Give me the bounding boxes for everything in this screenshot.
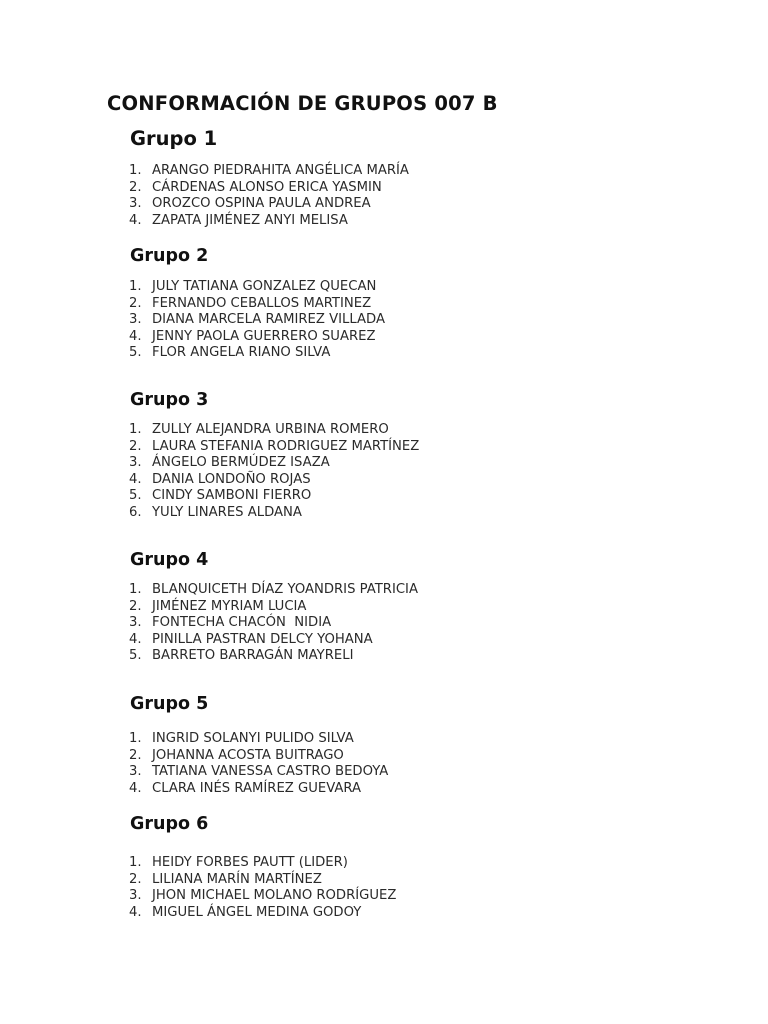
member-name: DIANA MARCELA RAMIREZ VILLADA	[152, 312, 385, 328]
group-6-member-2	[129, 872, 396, 889]
group-6-member-4	[129, 905, 396, 922]
group-3-member-2	[129, 439, 419, 456]
group-4-member-1	[129, 582, 418, 599]
group-5-member-2	[129, 748, 388, 765]
member-name: CLARA INÉS RAMÍREZ GUEVARA	[152, 780, 362, 796]
group-5-member-4	[129, 781, 388, 798]
member-name: ZULLY ALEJANDRA URBINA ROMERO	[152, 422, 389, 437]
member-name: LILIANA MARÍN MARTÍNEZ	[152, 871, 322, 887]
list-item-number: 1.	[129, 855, 142, 870]
group-1-member-1	[129, 163, 409, 180]
member-name: JULY TATIANA GONZALEZ QUECAN	[152, 279, 377, 294]
group-4-member-2	[129, 599, 418, 616]
group-3-member-list	[129, 422, 419, 522]
group-2-member-5	[129, 345, 385, 362]
group-1-member-list	[129, 163, 409, 229]
member-name: FLOR ANGELA RIANO SILVA	[152, 345, 331, 361]
list-item-number: 4.	[129, 328, 142, 344]
member-name: MIGUEL ÁNGEL MEDINA GODOY	[152, 904, 362, 920]
group-1-heading: Grupo 1	[130, 127, 218, 150]
member-name: FERNANDO CEBALLOS MARTINEZ	[152, 295, 372, 311]
list-item-number: 2.	[129, 179, 142, 195]
group-2-member-list	[129, 279, 385, 362]
member-name: HEIDY FORBES PAUTT (LIDER)	[152, 855, 348, 870]
group-2-member-2	[129, 296, 385, 313]
group-3-member-1	[129, 422, 419, 439]
list-item-number: 3.	[129, 455, 142, 471]
list-item-number: 4.	[129, 212, 142, 228]
list-item-number: 1.	[129, 422, 142, 437]
member-name: JENNY PAOLA GUERRERO SUAREZ	[152, 328, 376, 344]
group-6-heading: Grupo 6	[130, 814, 209, 834]
list-item-number: 1.	[129, 731, 142, 746]
group-3-heading: Grupo 3	[130, 390, 209, 410]
group-3-member-5	[129, 488, 419, 505]
list-item-number: 2.	[129, 598, 142, 614]
list-item-number: 5.	[129, 345, 142, 361]
list-item-number: 3.	[129, 312, 142, 328]
group-1-member-2	[129, 180, 409, 197]
group-5-member-1	[129, 731, 388, 748]
list-item-number: 2.	[129, 295, 142, 311]
member-name: JHON MICHAEL MOLANO RODRÍGUEZ	[152, 888, 397, 904]
member-name: DANIA LONDOÑO ROJAS	[152, 471, 311, 487]
group-4-member-3	[129, 615, 418, 632]
member-name: TATIANA VANESSA CASTRO BEDOYA	[152, 764, 389, 780]
member-name: OROZCO OSPINA PAULA ANDREA	[152, 196, 371, 212]
list-item-number: 4.	[129, 904, 142, 920]
list-item-number: 6.	[129, 504, 142, 520]
member-name: YULY LINARES ALDANA	[152, 504, 302, 520]
list-item-number: 2.	[129, 871, 142, 887]
member-name: FONTECHA CHACÓN NIDIA	[152, 615, 332, 631]
member-name: ARANGO PIEDRAHITA ANGÉLICA MARÍA	[152, 163, 409, 178]
list-item-number: 4.	[129, 631, 142, 647]
member-name: ZAPATA JIMÉNEZ ANYI MELISA	[152, 212, 348, 228]
list-item-number: 4.	[129, 780, 142, 796]
group-3-member-3	[129, 455, 419, 472]
group-6-member-1	[129, 855, 396, 872]
group-1-member-3	[129, 196, 409, 213]
member-name: LAURA STEFANIA RODRIGUEZ MARTÍNEZ	[152, 438, 420, 454]
group-5-member-list	[129, 731, 388, 797]
member-name: JOHANNA ACOSTA BUITRAGO	[152, 747, 344, 763]
list-item-number: 1.	[129, 582, 142, 597]
group-2-member-1	[129, 279, 385, 296]
member-name: CINDY SAMBONI FIERRO	[152, 488, 312, 504]
list-item-number: 3.	[129, 888, 142, 904]
group-2-member-3	[129, 312, 385, 329]
group-3-member-6	[129, 505, 419, 522]
member-name: PINILLA PASTRAN DELCY YOHANA	[152, 631, 373, 647]
member-name: JIMÉNEZ MYRIAM LUCIA	[152, 598, 307, 614]
group-4-member-list	[129, 582, 418, 665]
group-2-member-4	[129, 329, 385, 346]
group-5-member-3	[129, 764, 388, 781]
list-item-number: 1.	[129, 163, 142, 178]
list-item-number: 2.	[129, 438, 142, 454]
group-6-member-3	[129, 888, 396, 905]
list-item-number: 1.	[129, 279, 142, 294]
group-3-member-4	[129, 472, 419, 489]
group-4-member-4	[129, 632, 418, 649]
group-2-heading: Grupo 2	[130, 246, 209, 266]
group-1-member-4	[129, 213, 409, 230]
member-name: ÁNGELO BERMÚDEZ ISAZA	[152, 455, 330, 471]
list-item-number: 3.	[129, 764, 142, 780]
group-4-heading: Grupo 4	[130, 550, 209, 570]
list-item-number: 2.	[129, 747, 142, 763]
list-item-number: 3.	[129, 615, 142, 631]
document-title: CONFORMACIÓN DE GRUPOS 007 B	[107, 92, 498, 115]
member-name: INGRID SOLANYI PULIDO SILVA	[152, 731, 354, 746]
list-item-number: 5.	[129, 488, 142, 504]
list-item-number: 4.	[129, 471, 142, 487]
list-item-number: 5.	[129, 648, 142, 664]
member-name: BARRETO BARRAGÁN MAYRELI	[152, 648, 354, 664]
member-name: CÁRDENAS ALONSO ERICA YASMIN	[152, 179, 382, 195]
group-4-member-5	[129, 648, 418, 665]
group-6-member-list	[129, 855, 396, 921]
list-item-number: 3.	[129, 196, 142, 212]
member-name: BLANQUICETH DÍAZ YOANDRIS PATRICIA	[152, 582, 418, 597]
group-5-heading: Grupo 5	[130, 694, 209, 714]
